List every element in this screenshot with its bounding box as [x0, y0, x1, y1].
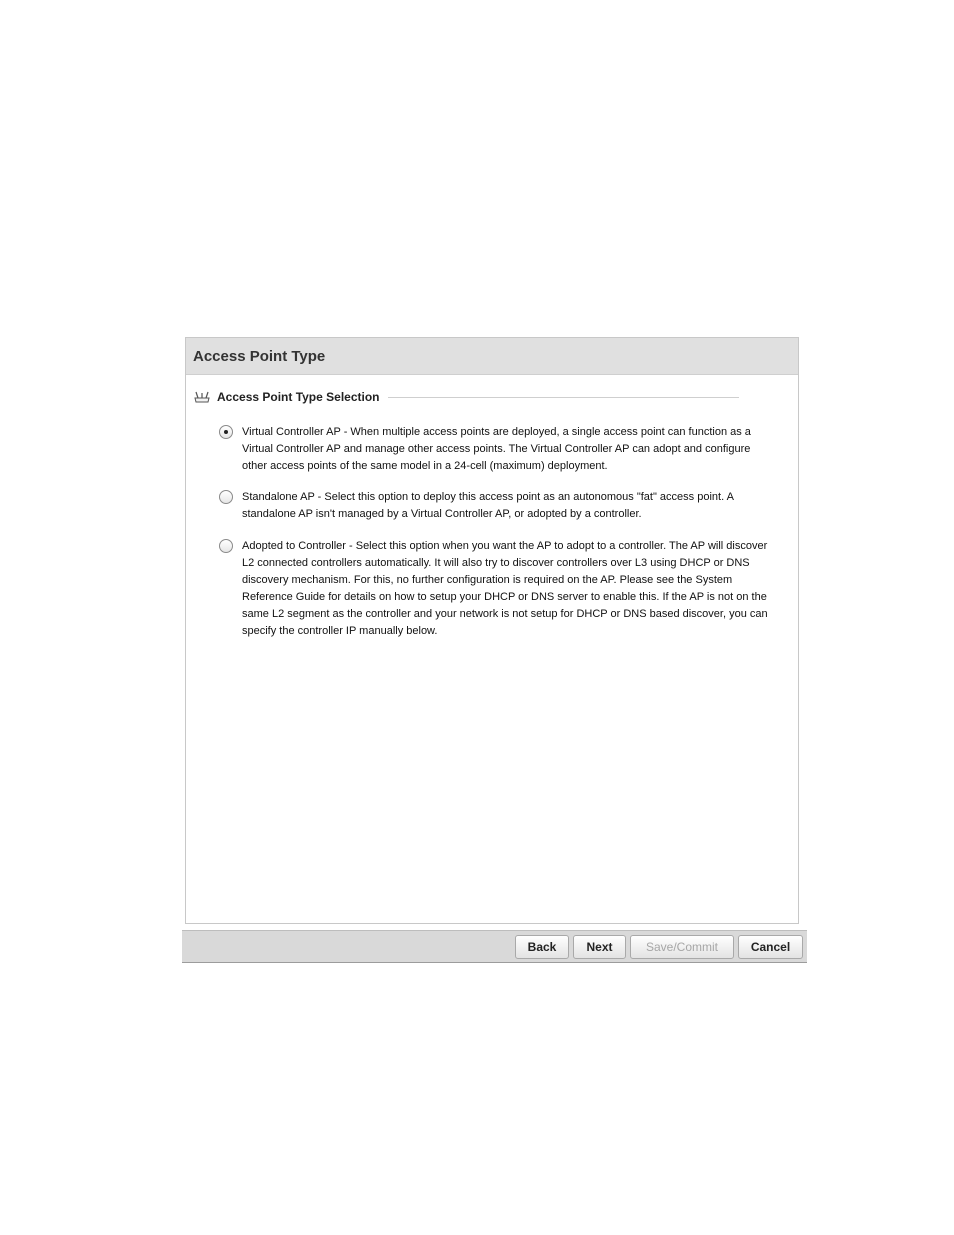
radio-adopted-to-controller[interactable] — [219, 539, 233, 553]
panel-header — [186, 338, 798, 375]
next-button[interactable]: Next — [573, 935, 626, 959]
option-text: Standalone AP - Select this option to deploy this access point as an autonomous "fat" access point. A standalone AP isn't managed by a Virtual Controller AP, or adopted by a controller. — [242, 491, 734, 520]
save-commit-button[interactable]: Save/Commit — [630, 935, 734, 959]
option-adopted-to-controller[interactable] — [219, 538, 769, 640]
option-standalone-ap[interactable] — [219, 489, 769, 523]
button-bar — [182, 930, 807, 963]
access-point-type-panel — [185, 337, 799, 924]
option-virtual-controller-ap[interactable] — [219, 424, 769, 475]
cancel-button[interactable]: Cancel — [738, 935, 803, 959]
access-point-icon — [193, 389, 211, 405]
radio-standalone-ap[interactable] — [219, 490, 233, 504]
panel-title: Access Point Type — [193, 347, 326, 365]
section-header — [193, 388, 739, 406]
radio-virtual-controller-ap[interactable] — [219, 425, 233, 439]
section-divider — [388, 397, 740, 398]
option-text: Adopted to Controller - Select this option when you want the AP to adopt to a controller. The AP will discover L2 connected controllers automatically. It will also try to discover controllers over L3 using DHCP or DNS discovery mechanism. For this, no further configuration is required on the AP. Please see the System Reference Guide for details on how to setup your DHCP or DNS server to enable this. If the AP is not on the same L2 segment as the controller and your network is not setup for DHCP or DNS based discover, you can specify the controller IP manually below. — [242, 540, 768, 637]
section-title: Access Point Type Selection — [217, 390, 380, 404]
back-button[interactable]: Back — [515, 935, 569, 959]
option-text: Virtual Controller AP - When multiple access points are deployed, a single access point can function as a Virtual Controller AP and manage other access points. The Virtual Controller AP can adopt and configure other access points of the same model in a 24-cell (maximum) deployment. — [242, 426, 751, 472]
